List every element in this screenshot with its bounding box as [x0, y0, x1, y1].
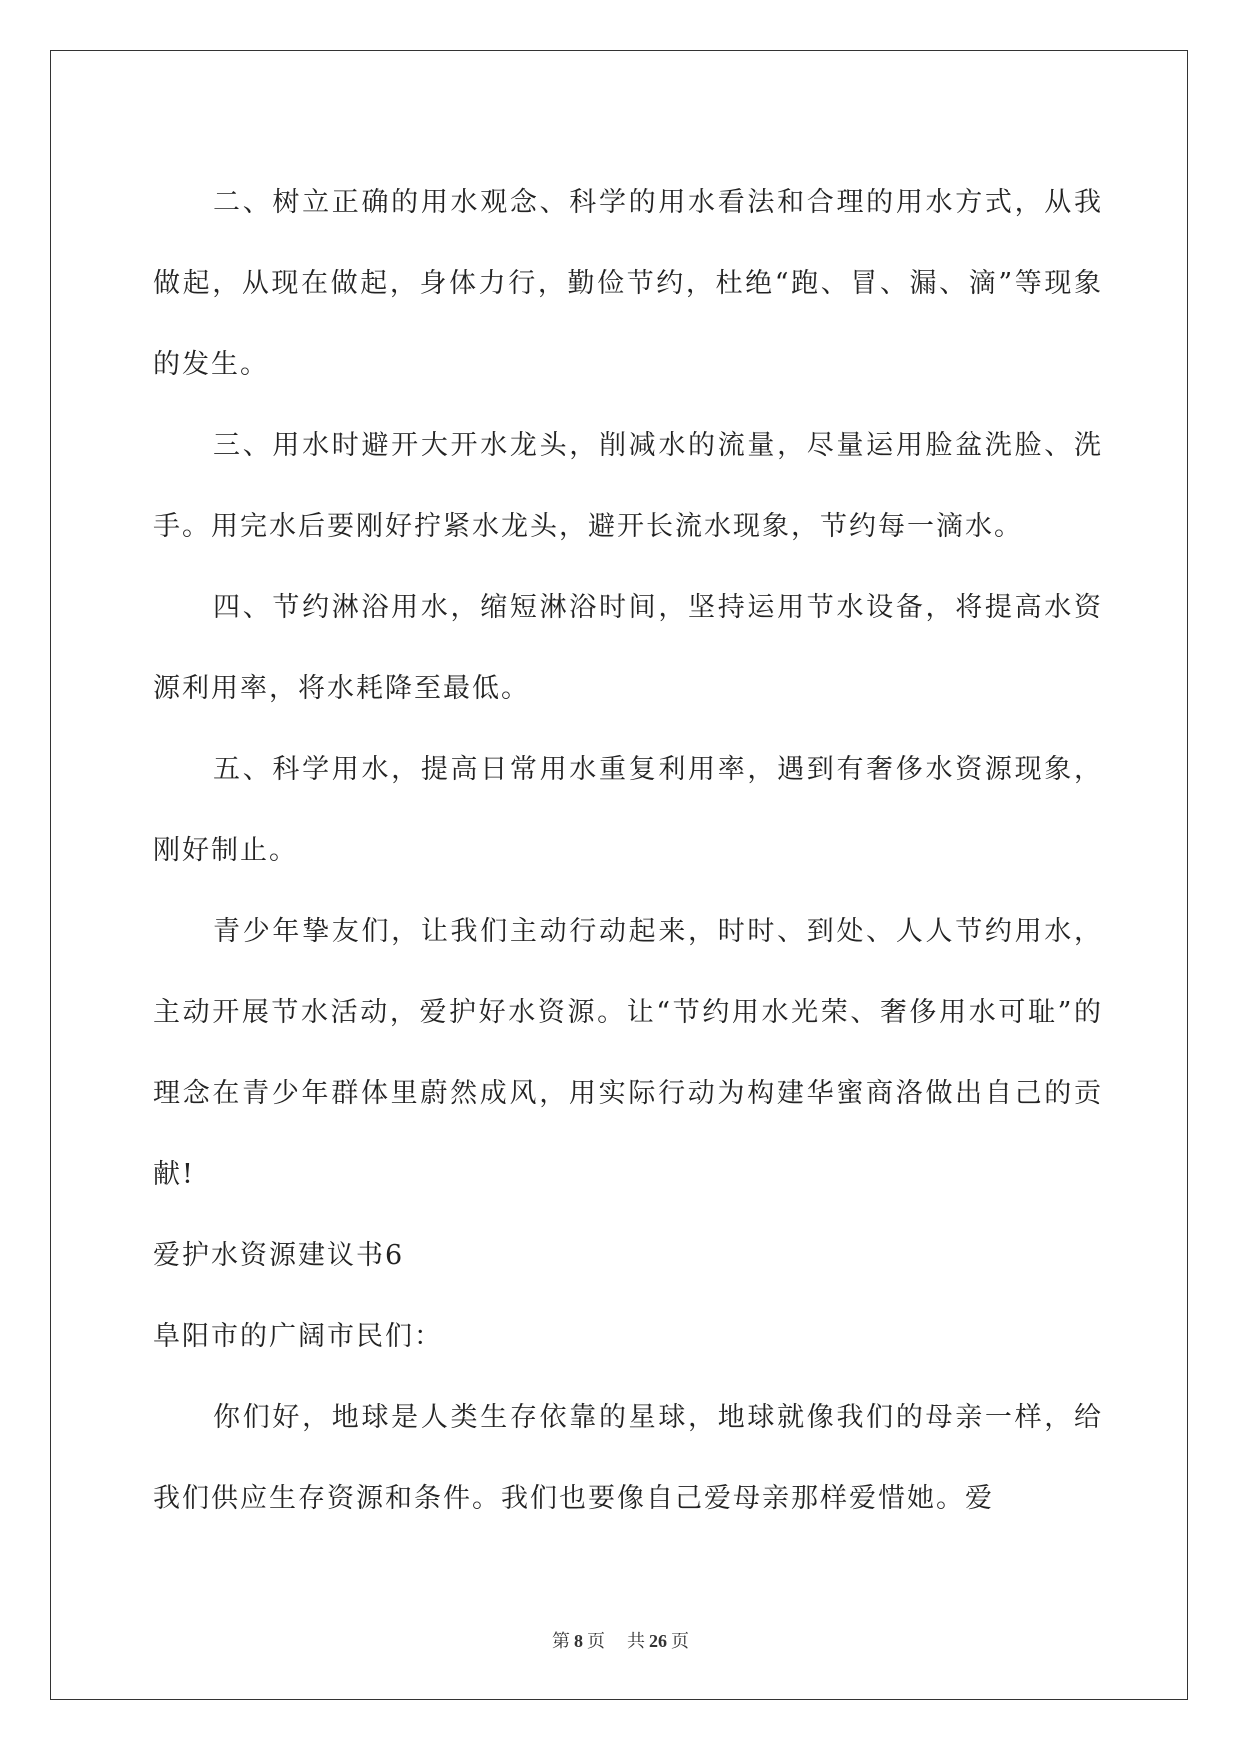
footer-page-prefix: 第 [552, 1631, 570, 1652]
footer-total-suffix: 页 [671, 1631, 689, 1652]
paragraph-appeal: 青少年挚友们，让我们主动行动起来，时时、到处、人人节约用水，主动开展节水活动，爱护好水资源。让“节约用水光荣、奢侈用水可耻”的理念在青少年群体里蔚然成风，用实际行动为构建华蜜商洛做出自己的贡献! [153, 916, 1103, 1190]
page-footer [0, 1627, 1241, 1653]
paragraph-2: 二、树立正确的用水观念、科学的用水看法和合理的用水方式，从我做起，从现在做起，身体力行，勤俭节约，杜绝“跑、冒、漏、滴”等现象的发生。 [153, 187, 1103, 380]
footer-page-number: 8 [574, 1631, 583, 1651]
section-heading: 爱护水资源建议书6 [153, 1240, 405, 1271]
footer-page-suffix: 页 [587, 1631, 605, 1652]
document-body [153, 162, 1103, 1539]
paragraph-greeting: 你们好，地球是人类生存依靠的星球，地球就像我们的母亲一样，给我们供应生存资源和条件。我们也要像自己爱母亲那样爱惜她。爱 [153, 1402, 1103, 1514]
salutation: 阜阳市的广阔市民们： [153, 1321, 443, 1352]
paragraph-5: 五、科学用水，提高日常用水重复利用率，遇到有奢侈水资源现象，刚好制止。 [153, 754, 1103, 866]
paragraph-3: 三、用水时避开大开水龙头，削减水的流量，尽量运用脸盆洗脸、洗手。用完水后要刚好拧紧水龙头，避开长流水现象，节约每一滴水。 [153, 430, 1103, 542]
paragraph-4: 四、节约淋浴用水，缩短淋浴时间，坚持运用节水设备，将提高水资源利用率，将水耗降至最低。 [153, 592, 1103, 704]
footer-total-pages: 26 [649, 1631, 667, 1651]
footer-total-prefix: 共 [627, 1631, 645, 1652]
